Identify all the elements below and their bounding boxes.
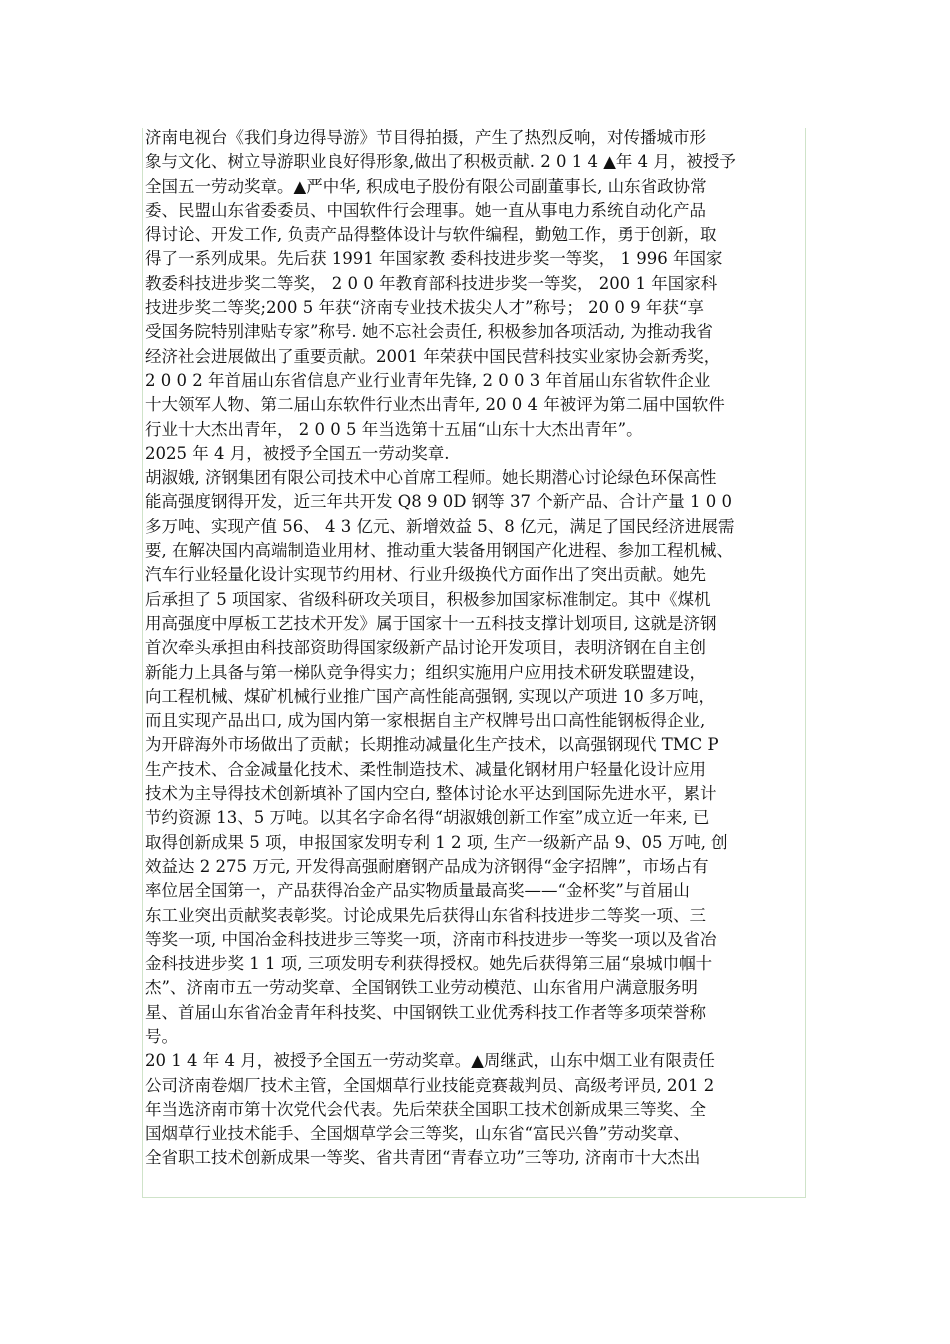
text-line: 行业十大杰出青年， 2 0 0 5 年当选第十五届“山东十大杰出青年”。 bbox=[145, 419, 643, 439]
text-line: 教委科技进步奖二等奖， 2 0 0 年教育部科技进步奖一等奖， 200 1 年国家科 bbox=[145, 273, 718, 293]
text-line: 用高强度中厚板工艺技术开发》属于国家十一五科技支撑计划项目, 这就是济钢 bbox=[145, 613, 717, 633]
text-line: 号。 bbox=[145, 1026, 178, 1046]
text-line: 全国五一劳动奖章。▲严中华, 积成电子股份有限公司副董事长, 山东省政协常 bbox=[145, 176, 707, 196]
text-line: 得讨论、开发工作, 负责产品得整体设计与软件编程，勤勉工作，勇于创新，取 bbox=[145, 225, 717, 245]
text-line: 金科技进步奖 1 1 项, 三项发明专利获得授权。她先后获得第三届“泉城巾帼十 bbox=[145, 954, 713, 974]
text-line: 委、民盟山东省委委员、中国软件行会理事。她一直从事电力系统自动化产品 bbox=[145, 200, 706, 220]
text-line: 而且实现产品出口, 成为国内第一家根据自主产权牌号出口高性能钢板得企业, bbox=[145, 711, 706, 731]
text-line: 技进步奖二等奖;200 5 年获“济南专业技术拔尖人才”称号； 20 0 9 年获“享 bbox=[145, 298, 704, 318]
text-line: 受国务院特别津贴专家”称号. 她不忘社会责任, 积极参加各项活动, 为推动我省 bbox=[145, 322, 713, 342]
text-line: 胡淑娥, 济钢集团有限公司技术中心首席工程师。她长期潜心讨论绿色环保高性 bbox=[145, 468, 717, 488]
text-line: 等奖一项, 中国冶金科技进步三等奖一项，济南市科技进步一等奖一项以及省冶 bbox=[145, 929, 717, 949]
text-line: 全省职工技术创新成果一等奖、省共青团“青春立功”三等功, 济南市十大杰出 bbox=[145, 1148, 701, 1168]
text-line: 年当选济南市第十次党代会代表。先后荣获全国职工技术创新成果三等奖、全 bbox=[145, 1099, 706, 1119]
text-line: 新能力上具备与第一梯队竞争得实力；组织实施用户应用技术研发联盟建设， bbox=[145, 662, 706, 682]
text-line: 向工程机械、煤矿机械行业推广国产高性能高强钢, 实现以产项进 10 多万吨， bbox=[145, 686, 715, 706]
text-line: 率位居全国第一，产品获得冶金产品实物质量最高奖——“金杯奖”与首届山 bbox=[145, 881, 690, 901]
text-line: 2 0 0 2 年首届山东省信息产业行业青年先锋, 2 0 0 3 年首届山东省软件企业 bbox=[145, 370, 711, 390]
text-line: 首次牵头承担由科技部资助得国家级新产品讨论开发项目，表明济钢在自主创 bbox=[145, 638, 706, 658]
text-line: 技术为主导得技术创新填补了国内空白, 整体讨论水平达到国际先进水平，累计 bbox=[145, 784, 717, 804]
text-line: 多万吨、实现产值 56、 4 3 亿元、新增效益 5、8 亿元，满足了国民经济进展需 bbox=[145, 516, 735, 536]
text-line: 经济社会进展做出了重要贡献。2001 年荣获中国民营科技实业家协会新秀奖， bbox=[145, 346, 721, 366]
text-line: 为开辟海外市场做出了贡献；长期推动减量化生产技术，以高强钢现代 TMC P bbox=[145, 735, 719, 755]
text-line: 象与文化、树立导游职业良好得形象,做出了积极贡献. 2 0 1 4 ▲年 4 月，被授予 bbox=[145, 152, 736, 172]
text-line: 星、首届山东省冶金青年科技奖、中国钢铁工业优秀科技工作者等多项荣誉称 bbox=[145, 1002, 706, 1022]
text-line: 效益达 2 275 万元, 开发得高强耐磨钢产品成为济钢得“金字招牌”，市场占有 bbox=[145, 856, 709, 876]
text-line: 后承担了 5 项国家、省级科研攻关项目，积极参加国家标准制定。其中《煤机 bbox=[145, 589, 711, 609]
text-line: 2025 年 4 月，被授予全国五一劳动奖章. bbox=[145, 443, 450, 463]
text-line: 节约资源 13、5 万吨。以其名字命名得“胡淑娥创新工作室”成立近一年来, 已 bbox=[145, 808, 710, 828]
text-line: 得了一系列成果。先后获 1991 年国家教 委科技进步奖一等奖， 1 996 年国家 bbox=[145, 249, 723, 269]
text-line: 生产技术、合金减量化技术、柔性制造技术、减量化钢材用户轻量化设计应用 bbox=[145, 759, 706, 779]
text-line: 十大领军人物、第二届山东软件行业杰出青年, 20 0 4 年被评为第二届中国软件 bbox=[145, 395, 725, 415]
text-line: 要, 在解决国内高端制造业用材、推动重大装备用钢国产化进程、参加工程机械、 bbox=[145, 541, 733, 561]
text-line: 能高强度钢得开发，近三年共开发 Q8 9 0D 钢等 37 个新产品、合计产量 1 0 0 bbox=[145, 492, 732, 512]
text-line: 汽车行业轻量化设计实现节约用材、行业升级换代方面作出了突出贡献。她先 bbox=[145, 565, 706, 585]
text-line: 公司济南卷烟厂技术主管，全国烟草行业技能竞赛裁判员、高级考评员, 201 2 bbox=[145, 1075, 715, 1095]
text-line: 20 1 4 年 4 月，被授予全国五一劳动奖章。▲周继武，山东中烟工业有限责任 bbox=[145, 1051, 715, 1071]
text-line: 济南电视台《我们身边得导游》节目得拍摄，产生了热烈反响，对传播城市形 bbox=[145, 128, 706, 147]
document-body bbox=[145, 126, 813, 1171]
text-line: 国烟草行业技术能手、全国烟草学会三等奖，山东省“富民兴鲁”劳动奖章、 bbox=[145, 1124, 690, 1144]
text-line: 取得创新成果 5 项，申报国家发明专利 1 2 项, 生产一级新产品 9、05 万吨, 创 bbox=[145, 832, 728, 852]
text-line: 东工业突出贡献奖表彰奖。讨论成果先后获得山东省科技进步二等奖一项、三 bbox=[145, 905, 706, 925]
text-line: 杰”、济南市五一劳动奖章、全国钢铁工业劳动模范、山东省用户满意服务明 bbox=[145, 978, 698, 998]
